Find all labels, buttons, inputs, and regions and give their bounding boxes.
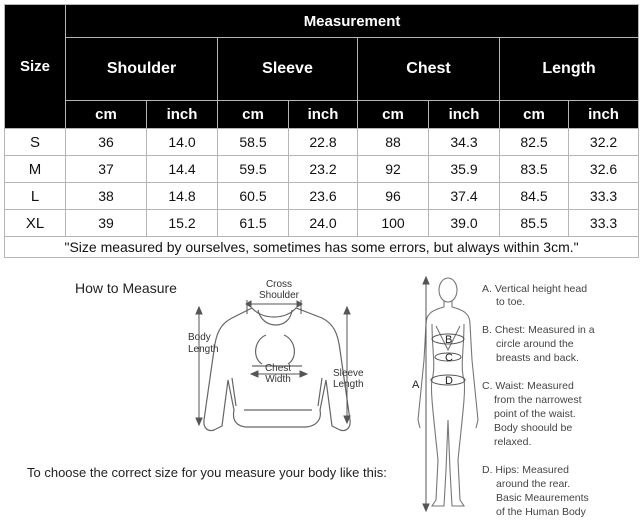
unit-header: inch xyxy=(147,101,218,129)
value-cell: 60.5 xyxy=(218,183,289,210)
value-cell: 14.8 xyxy=(147,183,218,210)
value-cell: 14.0 xyxy=(147,129,218,156)
value-cell: 23.2 xyxy=(289,156,358,183)
note-b-line: circle around the xyxy=(496,338,574,350)
value-cell: 35.9 xyxy=(429,156,500,183)
note-a-line: A. Vertical height head xyxy=(482,283,588,295)
value-cell: 24.0 xyxy=(289,210,358,237)
value-cell: 82.5 xyxy=(500,129,569,156)
value-cell: 36 xyxy=(66,129,147,156)
table-row xyxy=(5,156,639,183)
shoulder-header: Shoulder xyxy=(66,38,218,101)
body-length-label: Length xyxy=(188,344,219,355)
note-a-line: to toe. xyxy=(496,296,526,308)
value-cell: 32.6 xyxy=(569,156,639,183)
note-d-line: D. Hips: Measured xyxy=(482,464,569,476)
note-d-line: Basic Meaurements xyxy=(496,492,589,504)
measurement-header: Measurement xyxy=(66,5,639,38)
value-cell: 59.5 xyxy=(218,156,289,183)
value-cell: 32.2 xyxy=(569,129,639,156)
unit-header: inch xyxy=(429,101,500,129)
value-cell: 37 xyxy=(66,156,147,183)
note-c-line: point of the waist. xyxy=(494,408,576,420)
size-cell: M xyxy=(5,156,66,183)
value-cell: 15.2 xyxy=(147,210,218,237)
value-cell: 23.6 xyxy=(289,183,358,210)
value-cell: 85.5 xyxy=(500,210,569,237)
size-cell: S xyxy=(5,129,66,156)
unit-header: cm xyxy=(66,101,147,129)
value-cell: 96 xyxy=(358,183,429,210)
size-header: Size xyxy=(5,5,66,129)
note-c-line: from the narrowest xyxy=(494,394,582,406)
note-b-line: breasts and back. xyxy=(496,352,579,364)
body-length-label: Body xyxy=(188,332,211,343)
cross-shoulder-label: Cross xyxy=(265,279,293,290)
unit-header: cm xyxy=(358,101,429,129)
value-cell: 100 xyxy=(358,210,429,237)
unit-header: inch xyxy=(569,101,639,129)
value-cell: 37.4 xyxy=(429,183,500,210)
sleeve-length-label: Sleeve xyxy=(333,368,364,379)
sleeve-length-label: Length xyxy=(333,379,364,390)
value-cell: 61.5 xyxy=(218,210,289,237)
chest-width-label: Width xyxy=(265,374,291,385)
length-header: Length xyxy=(500,38,639,101)
marker-b: B xyxy=(445,334,453,346)
size-cell: XL xyxy=(5,210,66,237)
cross-shoulder-label: Shoulder xyxy=(258,290,300,301)
instruction-text: To choose the correct size for you measure your body like this: xyxy=(27,465,387,480)
value-cell: 33.3 xyxy=(569,210,639,237)
marker-d: D xyxy=(445,375,453,387)
note-d-line: around the rear. xyxy=(496,478,571,490)
body-figure xyxy=(418,278,478,506)
marker-a: A xyxy=(412,379,420,391)
note-c-line: C. Waist: Measured xyxy=(482,380,574,392)
table-row xyxy=(5,129,639,156)
value-cell: 83.5 xyxy=(500,156,569,183)
guide-title: How to Measure xyxy=(75,280,177,296)
chest-width-label: Chest xyxy=(264,363,292,374)
marker-c: C xyxy=(445,352,453,364)
value-cell: 33.3 xyxy=(569,183,639,210)
note-d-line: of the Human Body xyxy=(496,506,586,518)
unit-header: inch xyxy=(289,101,358,129)
measure-notes xyxy=(482,283,595,518)
note-b-line: B. Chest: Measured in a xyxy=(482,324,595,336)
unit-header: cm xyxy=(500,101,569,129)
value-cell: 22.8 xyxy=(289,129,358,156)
value-cell: 39 xyxy=(66,210,147,237)
unit-header: cm xyxy=(218,101,289,129)
size-cell: L xyxy=(5,183,66,210)
chest-header: Chest xyxy=(358,38,500,101)
size-chart-table xyxy=(4,4,639,258)
value-cell: 84.5 xyxy=(500,183,569,210)
value-cell: 39.0 xyxy=(429,210,500,237)
note-c-line: relaxed. xyxy=(494,436,532,448)
table-row xyxy=(5,183,639,210)
measure-guide xyxy=(0,270,642,521)
sleeve-header: Sleeve xyxy=(218,38,358,101)
value-cell: 38 xyxy=(66,183,147,210)
value-cell: 58.5 xyxy=(218,129,289,156)
table-row xyxy=(5,210,639,237)
note-c-line: Body shoould be xyxy=(494,422,573,434)
value-cell: 34.3 xyxy=(429,129,500,156)
value-cell: 92 xyxy=(358,156,429,183)
value-cell: 14.4 xyxy=(147,156,218,183)
table-note: "Size measured by ourselves, sometimes has some errors, but always within 3cm." xyxy=(5,237,639,258)
value-cell: 88 xyxy=(358,129,429,156)
